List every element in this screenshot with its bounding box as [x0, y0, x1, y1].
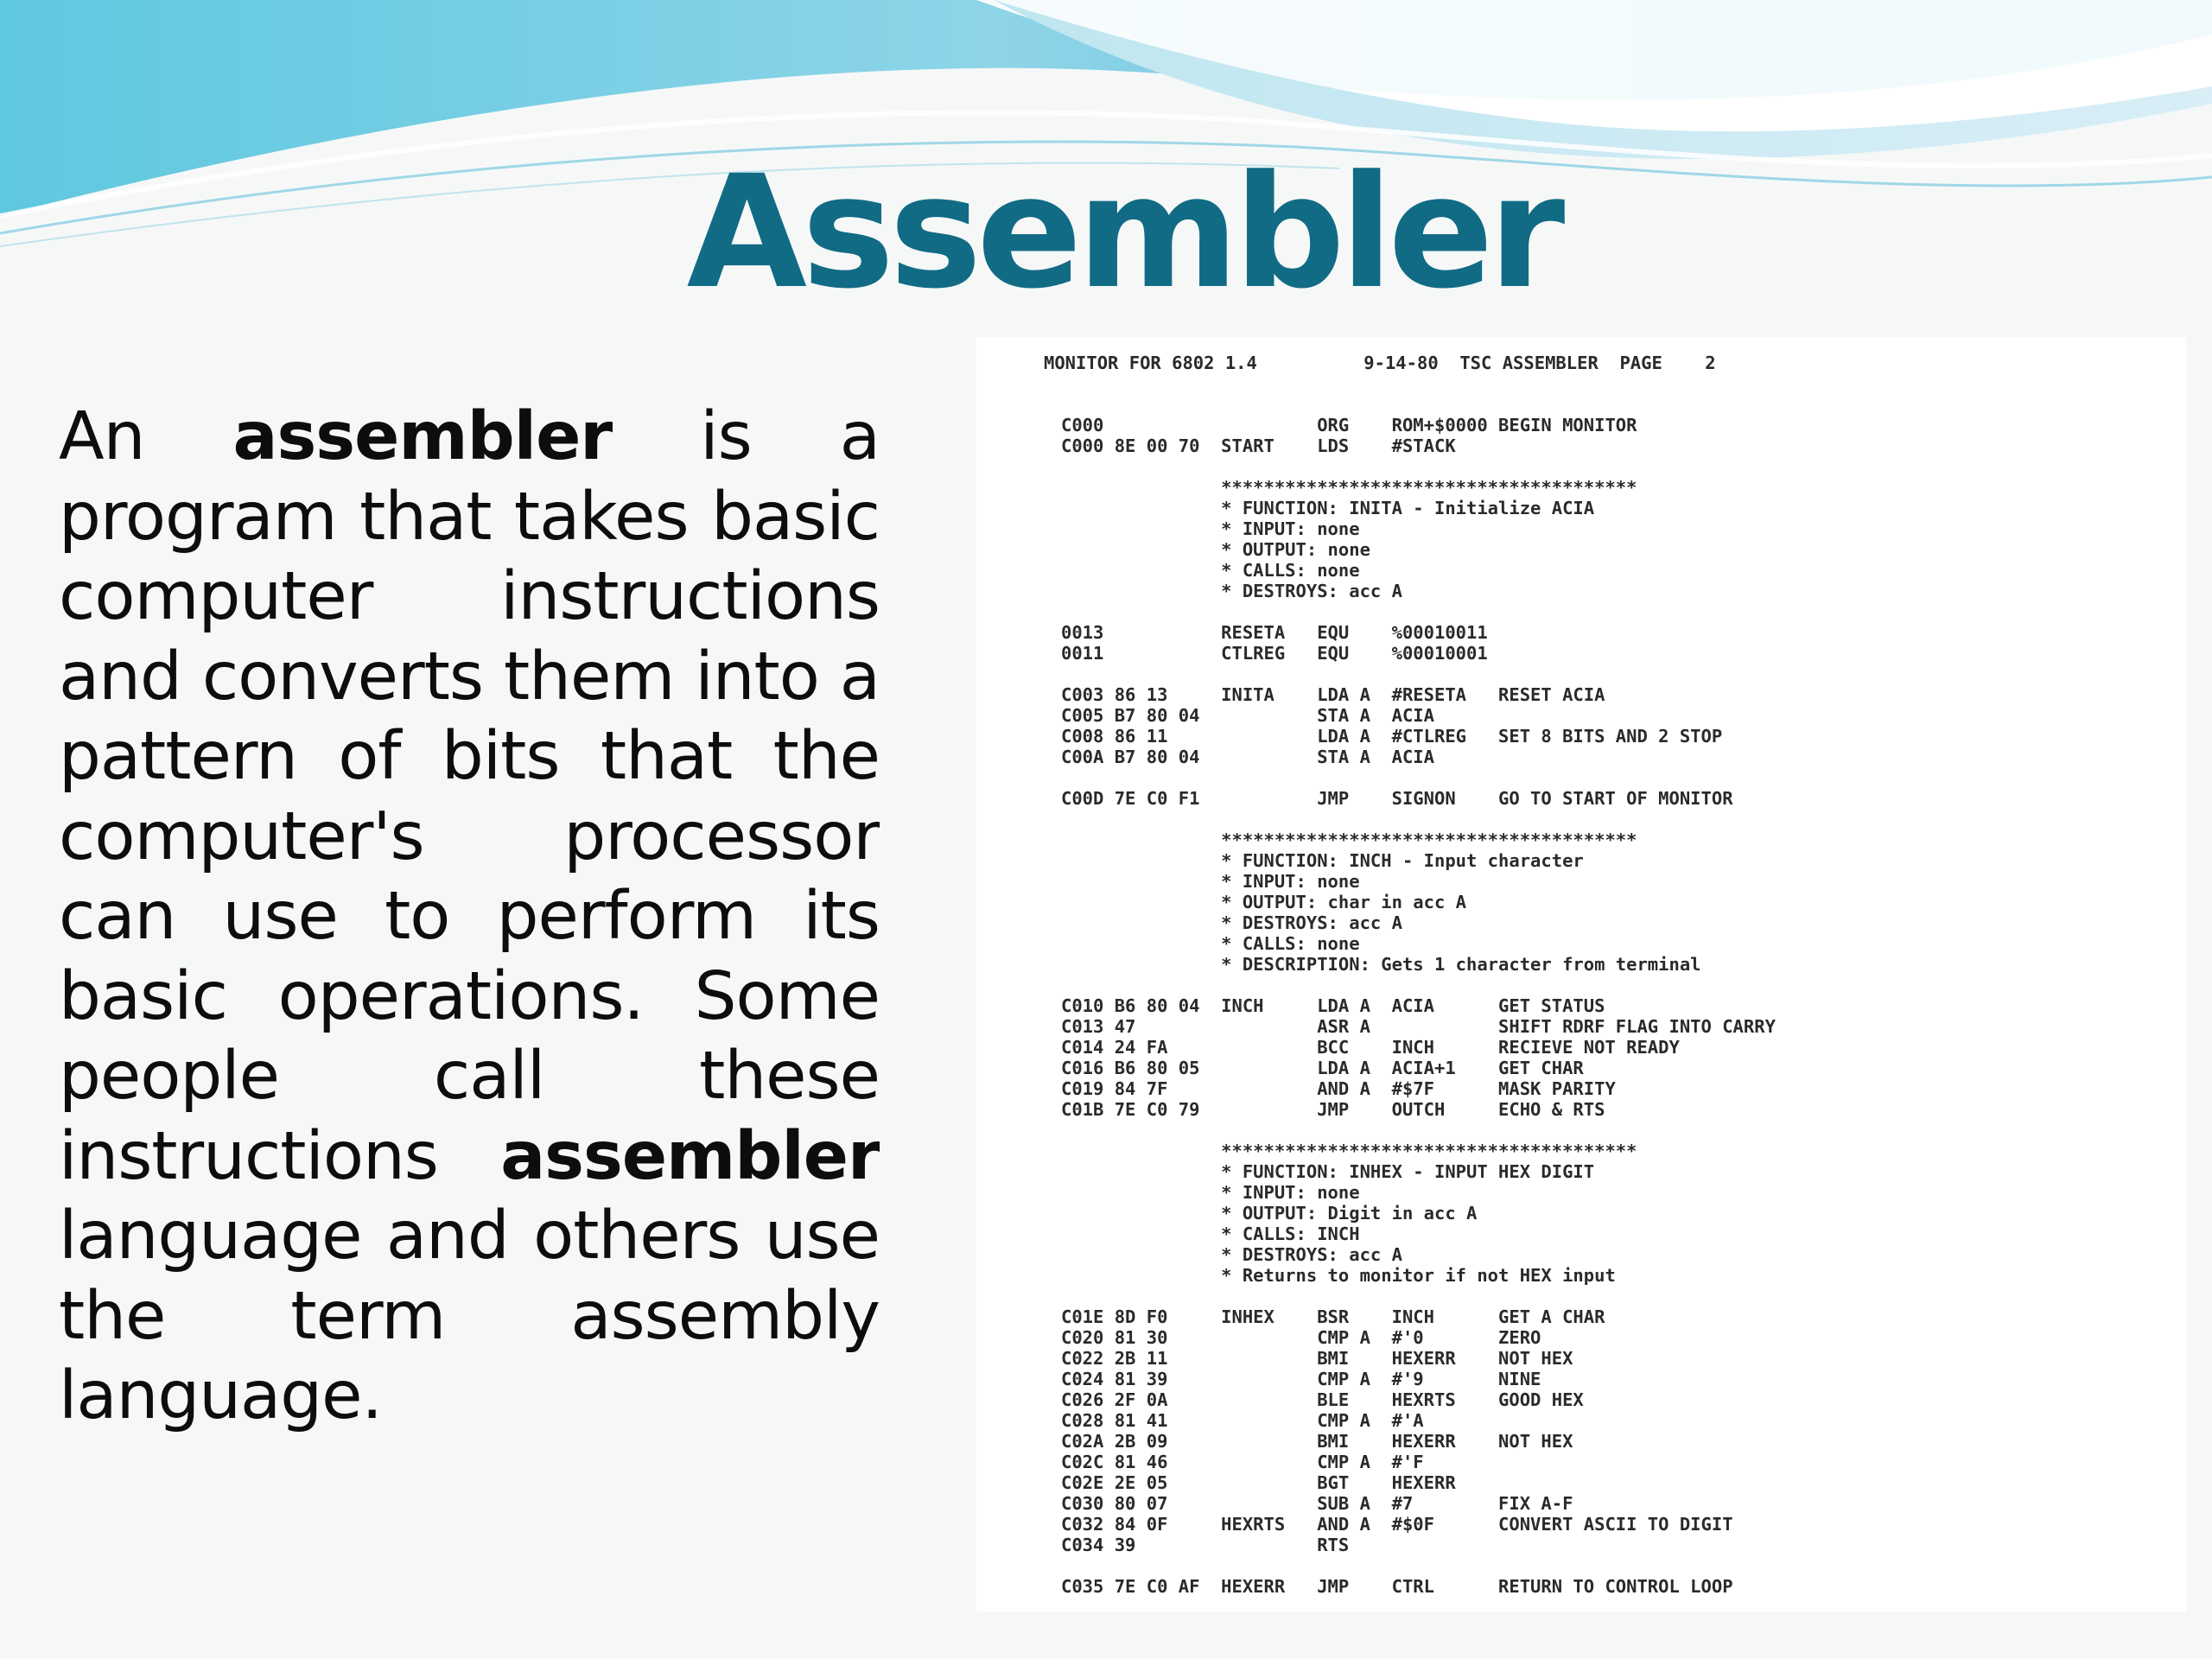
listing-line: C034 39 RTS [1061, 1535, 1350, 1555]
listing-line: C008 86 11 LDA A #CTLREG SET 8 BITS AND 2 STOP [1061, 726, 1723, 747]
body-text-run: An [59, 398, 233, 475]
body-line [59, 557, 880, 638]
listing-line: * FUNCTION: INCH - Input character [1061, 850, 1584, 871]
listing-line: *************************************** [1061, 477, 1637, 498]
listing-line: C030 80 07 SUB A #7 FIX A-F [1061, 1493, 1573, 1514]
listing-line: C016 B6 80 05 LDA A ACIA+1 GET CHAR [1061, 1058, 1584, 1078]
listing-line: C02E 2E 05 BGT HEXERR [1061, 1472, 1456, 1493]
listing-line: * CALLS: none [1061, 933, 1360, 954]
body-text-run: the term assembly [59, 1277, 880, 1355]
listing-line: * CALLS: INCH [1061, 1224, 1360, 1244]
listing-line: C02C 81 46 CMP A #'F [1061, 1452, 1424, 1472]
listing-line: C01B 7E C0 79 JMP OUTCH ECHO & RTS [1061, 1099, 1605, 1120]
body-line [59, 877, 880, 957]
bold-term: assembler [232, 398, 613, 475]
listing-line: C020 81 30 CMP A #'0 ZERO [1061, 1327, 1541, 1348]
body-text-run: can use to perform its [59, 878, 880, 955]
listing-line: C028 81 41 CMP A #'A [1061, 1410, 1424, 1431]
slide-title: Assembler [686, 143, 1560, 323]
listing-line: C005 B7 80 04 STA A ACIA [1061, 705, 1434, 726]
bold-term: assembler [500, 1117, 880, 1195]
listing-line: 0013 RESETA EQU %00010011 [1061, 622, 1488, 643]
body-line [59, 1037, 880, 1117]
listing-line: C003 86 13 INITA LDA A #RESETA RESET ACIA [1061, 684, 1605, 705]
listing-line: C035 7E C0 AF HEXERR JMP CTRL RETURN TO CONTROL LOOP [1061, 1576, 1733, 1597]
body-line [59, 397, 880, 478]
body-text-run: computer's processor [59, 798, 880, 875]
body-paragraph [59, 397, 880, 1437]
body-line [59, 1357, 880, 1437]
body-text-run: language and others use [59, 1198, 880, 1274]
listing-line: * DESTROYS: acc A [1061, 912, 1402, 933]
listing-line: C00A B7 80 04 STA A ACIA [1061, 747, 1434, 767]
body-text-run: language. [59, 1357, 382, 1434]
body-line [59, 638, 880, 718]
listing-line: *************************************** [1061, 830, 1637, 850]
listing-line: C01E 8D F0 INHEX BSR INCH GET A CHAR [1061, 1306, 1605, 1327]
body-text-run: computer instructions [59, 558, 880, 635]
listing-line: C000 ORG ROM+$0000 BEGIN MONITOR [1061, 415, 1637, 435]
body-line [59, 717, 880, 798]
listing-line: C019 84 7F AND A #$7F MASK PARITY [1061, 1078, 1616, 1099]
assembly-listing-image [976, 337, 2186, 1611]
listing-line: * INPUT: none [1061, 1182, 1360, 1203]
listing-header: MONITOR FOR 6802 1.4 9-14-80 TSC ASSEMBLER PAGE 2 [1044, 353, 1716, 373]
listing-line: * CALLS: none [1061, 560, 1360, 581]
listing-line: C010 B6 80 04 INCH LDA A ACIA GET STATUS [1061, 995, 1605, 1016]
body-line [59, 957, 880, 1038]
body-line [59, 1277, 880, 1357]
body-line [59, 798, 880, 878]
listing-line: * DESTROYS: acc A [1061, 581, 1402, 601]
listing-line: C000 8E 00 70 START LDS #STACK [1061, 435, 1456, 456]
body-text-run: pattern of bits that the [59, 718, 880, 795]
body-text-run: basic operations. Some [59, 957, 880, 1035]
listing-line: * DESCRIPTION: Gets 1 character from terminal [1061, 954, 1701, 975]
listing-line: * FUNCTION: INHEX - INPUT HEX DIGIT [1061, 1161, 1595, 1182]
listing-line: *************************************** [1061, 1141, 1637, 1161]
listing-line: * OUTPUT: char in acc A [1061, 892, 1466, 912]
body-line [59, 478, 880, 558]
listing-line: C013 47 ASR A SHIFT RDRF FLAG INTO CARRY [1061, 1016, 1776, 1037]
body-text-run: and converts them into a [59, 638, 880, 715]
listing-line: * INPUT: none [1061, 871, 1360, 892]
body-text-run: instructions [59, 1117, 501, 1195]
body-line [59, 1197, 880, 1277]
listing-line: C00D 7E C0 F1 JMP SIGNON GO TO START OF MONITOR [1061, 788, 1733, 809]
listing-line: C022 2B 11 BMI HEXERR NOT HEX [1061, 1348, 1573, 1369]
listing-body [1061, 415, 1776, 1597]
body-text-run: people call these [59, 1038, 880, 1115]
listing-line: * OUTPUT: Digit in acc A [1061, 1203, 1478, 1224]
listing-line: * Returns to monitor if not HEX input [1061, 1265, 1616, 1286]
listing-line: * INPUT: none [1061, 518, 1360, 539]
listing-line: * DESTROYS: acc A [1061, 1244, 1402, 1265]
listing-line: C014 24 FA BCC INCH RECIEVE NOT READY [1061, 1037, 1680, 1058]
body-text-run: is a [612, 398, 880, 475]
listing-line: * FUNCTION: INITA - Initialize ACIA [1061, 498, 1595, 518]
body-line [59, 1117, 880, 1198]
listing-line: C026 2F 0A BLE HEXRTS GOOD HEX [1061, 1389, 1584, 1410]
listing-line: C032 84 0F HEXRTS AND A #$0F CONVERT ASCII TO DIGIT [1061, 1514, 1733, 1535]
listing-line: * OUTPUT: none [1061, 539, 1370, 560]
body-text-run: program that takes basic [59, 478, 880, 556]
listing-line: C02A 2B 09 BMI HEXERR NOT HEX [1061, 1431, 1573, 1452]
listing-line: C024 81 39 CMP A #'9 NINE [1061, 1369, 1541, 1389]
listing-line: 0011 CTLREG EQU %00010001 [1061, 643, 1488, 664]
